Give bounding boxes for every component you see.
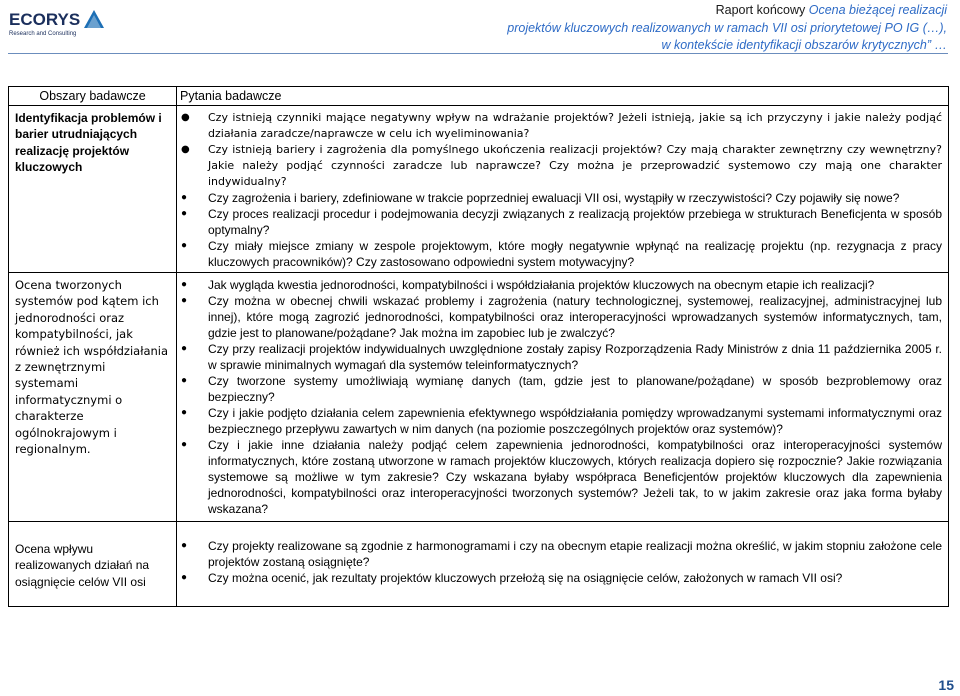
question-item: ● Czy miały miejsce zmiany w zespole projektowym, które mogły negatywnie wpłynąć na realizację projektu (np. rezygnacja z pracy kluczowych pracowników)? Czy zastosowano odpowiedni system motywacyjny? bbox=[180, 238, 942, 270]
header-divider bbox=[8, 53, 948, 54]
header-line-2: projektów kluczowych realizowanych w ramach VII osi priorytetowej PO IG (…), bbox=[507, 20, 947, 35]
table-header-row bbox=[9, 87, 949, 106]
question-list bbox=[180, 522, 942, 586]
research-area: Ocena tworzonych systemów pod kątem ich jednorodności oraz kompatybilności, jak również ich współdziałania z zewnętrznymi systemami informatycznymi o charakterze ogólnokrajowym i regionalnym. bbox=[9, 273, 177, 522]
report-header bbox=[507, 2, 947, 55]
question-item: ● Czy zagrożenia i bariery, zdefiniowane w trakcie poprzedniej ewaluacji VII osi, wystąpiły w rzeczywistości? Czy pojawiły się nowe? bbox=[180, 190, 942, 206]
question-item: ● Czy proces realizacji procedur i podejmowania decyzji związanych z realizacją projektów przebiega w strukturach Beneficjenta w sposób optymalny? bbox=[180, 206, 942, 238]
research-area: Ocena wpływu realizowanych działań na osiągnięcie celów VII osi bbox=[9, 522, 177, 607]
question-item: ● Czy projekty realizowane są zgodnie z harmonogramami i czy na obecnym etapie realizacji można określić, w jakim stopniu założone cele projektów zostaną osiągnięte? bbox=[180, 538, 942, 570]
question-item: ● Czy i jakie podjęto działania celem zapewnienia efektywnego współdziałania pomiędzy wprowadzanymi systemami informatycznymi oraz bezpiecznego przepływu zawartych w nim danych (na poziomie poszczególnych projektów oraz systemów)? bbox=[180, 405, 942, 437]
research-questions bbox=[177, 522, 949, 607]
header-areas: Obszary badawcze bbox=[9, 87, 177, 106]
page-number: 15 bbox=[938, 677, 954, 693]
question-item: ● Jak wygląda kwestia jednorodności, kompatybilności i współdziałania projektów kluczowych na obecnym etapie ich realizacji? bbox=[180, 277, 942, 293]
research-area: Identyfikacja problemów i barier utrudniających realizację projektów kluczowych bbox=[9, 106, 177, 273]
question-item: ● Czy można ocenić, jak rezultaty projektów kluczowych przełożą się na osiągnięcie celów, założonych w ramach VII osi? bbox=[180, 570, 942, 586]
header-line-1 bbox=[507, 2, 947, 20]
question-item: ● Czy przy realizacji projektów indywidualnych uwzględnione zostały zapisy Rozporządzenia Rady Ministrów z dnia 11 października 2005 r. w sprawie minimalnych wymagań dla systemów teleinformatycznych? bbox=[180, 341, 942, 373]
question-list bbox=[180, 277, 942, 517]
header-title-italic: Ocena bieżącej realizacji bbox=[808, 3, 947, 17]
header-questions: Pytania badawcze bbox=[177, 87, 949, 106]
table-row bbox=[9, 106, 949, 273]
question-item: ● Czy tworzone systemy umożliwiają wymianę danych (tam, gdzie jest to planowane/pożądane) w sposób bezproblemowy oraz bezpieczny? bbox=[180, 373, 942, 405]
question-item: ● Czy i jakie inne działania należy podjąć celem zapewnienia jednorodności, kompatybilności oraz interoperacyjności systemów informatycznych, które zostaną utworzone w ramach projektów kluczowych, których realizacja dopiero się rozpocznie? Jakie rozwiązania systemowe są możliwe w tym zakresie? Czy wskazana byłaby współpraca Beneficjentów projektów kluczowych dla zapewnienia jednorodności, kompatybilności oraz interoperacyjności tworzonych systemów? Jeżeli tak, to w jakim zakresie oraz jaka forma byłaby wskazana? bbox=[180, 437, 942, 517]
header-line-3: w kontekście identyfikacji obszarów krytycznych” … bbox=[661, 38, 947, 52]
ecorys-logo bbox=[8, 4, 108, 44]
ecorys-logo-graphic bbox=[8, 4, 108, 44]
table-row bbox=[9, 273, 949, 522]
research-questions bbox=[177, 273, 949, 522]
research-questions bbox=[177, 106, 949, 273]
logo-tagline: Research and Consulting bbox=[9, 31, 77, 37]
logo-wordmark: ECORYS bbox=[9, 10, 81, 29]
research-table bbox=[8, 86, 949, 607]
question-list bbox=[180, 110, 942, 270]
table-row bbox=[9, 522, 949, 607]
question-item: ● Czy istnieją czynniki mające negatywny wpływ na wdrażanie projektów? Jeżeli istnieją, jakie są ich przyczyny i jakie należy podjąć działania zaradcze/naprawcze w celu ich wyeliminowania? bbox=[180, 110, 942, 142]
question-item: ● Czy istnieją bariery i zagrożenia dla pomyślnego ukończenia realizacji projektów? Czy mają charakter zewnętrzny czy wewnętrzny? Jakie należy podjąć czynności zaradcze lub naprawcze? Czy można je przeprowadzić systemowo czy mają one charakter indywidualny? bbox=[180, 142, 942, 190]
header-report-label: Raport końcowy bbox=[715, 3, 806, 17]
question-item: ● Czy można w obecnej chwili wskazać problemy i zagrożenia (natury technologicznej, systemowej, realizacyjnej, administracyjnej lub innej), które mogą zagrozić jednorodności, kompatybilności oraz interoperacyjności wprowadzanych systemów informatycznych, tam, gdzie jest to planowane/pożądane? Jak można im zapobiec lub je zwalczyć? bbox=[180, 293, 942, 341]
